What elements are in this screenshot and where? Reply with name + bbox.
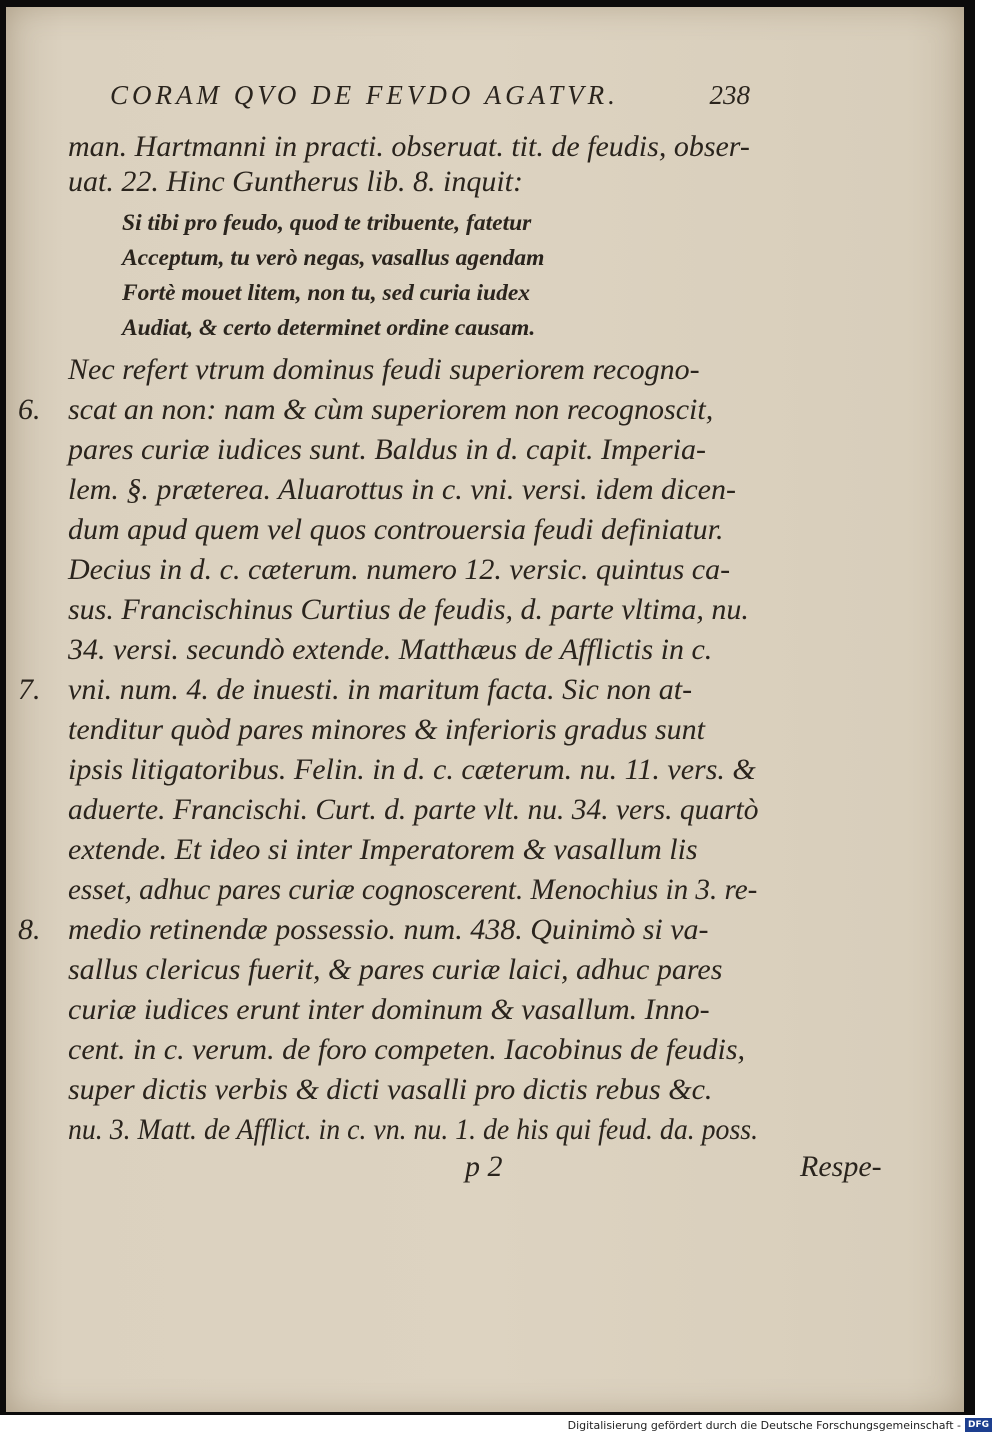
line-text: esset, adhuc pares curiæ cognoscerent. Menochius in 3. re-	[68, 873, 758, 906]
text-line	[0, 1030, 960, 1070]
line-text: 34. versi. secundò extende. Matthæus de Afflictis in c.	[68, 633, 713, 666]
line-text: sus. Francischinus Curtius de feudis, d. parte vltima, nu.	[68, 593, 749, 626]
text-line	[0, 710, 960, 750]
line-text: man. Hartmanni in practi. obseruat. tit. de feudis, obser-	[68, 130, 750, 163]
line-text: dum apud quem vel quos controuersia feudi definiatur.	[68, 513, 724, 546]
footer-text: Digitalisierung gefördert durch die Deutsche Forschungsgemeinschaft -	[567, 1418, 961, 1432]
line-text: nu. 3. Matt. de Afflict. in c. vn. nu. 1. de his qui feud. da. poss.	[68, 1113, 759, 1146]
text-line	[0, 510, 960, 550]
verse-line	[0, 276, 960, 316]
line-text: vni. num. 4. de inuesti. in maritum facta. Sic non at-	[68, 673, 693, 706]
running-head	[110, 80, 750, 114]
margin-number: 8.	[18, 913, 41, 946]
text-line	[0, 1110, 960, 1150]
verse-line	[0, 311, 960, 351]
footer-credit	[568, 1417, 992, 1433]
line-text: aduerte. Francischi. Curt. d. parte vlt. nu. 34. vers. quartò	[68, 793, 759, 826]
line-text: scat an non: nam & cùm superiorem non recognoscit,	[68, 393, 714, 426]
line-text: tenditur quòd pares minores & inferioris gradus sunt	[68, 713, 705, 746]
line-text: Audiat, & certo determinet ordine causam.	[122, 315, 536, 341]
line-text: medio retinendæ possessio. num. 438. Quinimò si va-	[68, 913, 709, 946]
text-line	[0, 950, 960, 990]
line-text: Fortè mouet litem, non tu, sed curia iudex	[122, 280, 531, 306]
text-line	[0, 870, 960, 910]
line-text: extende. Et ideo si inter Imperatorem & vasallum lis	[68, 833, 698, 866]
text-line	[0, 162, 960, 202]
line-text: Acceptum, tu verò negas, vasallus agendam	[122, 245, 545, 271]
text-line	[0, 750, 960, 790]
line-text: Si tibi pro feudo, quod te tribuente, fatetur	[122, 210, 532, 236]
text-line	[0, 670, 960, 710]
line-text: cent. in c. verum. de foro competen. Iacobinus de feudis,	[68, 1033, 746, 1066]
text-line	[0, 470, 960, 510]
text-line	[0, 550, 960, 590]
line-text: Nec refert vtrum dominus feudi superiorem recogno-	[68, 353, 700, 386]
verse-line	[0, 206, 960, 246]
page-number: 238	[709, 80, 750, 110]
dfg-logo[interactable]: DFG	[965, 1418, 992, 1432]
text-line	[0, 350, 960, 390]
line-text: ipsis litigatoribus. Felin. in d. c. cæterum. nu. 11. vers. &	[68, 753, 756, 786]
margin-number: 6.	[18, 393, 41, 426]
line-text: uat. 22. Hinc Guntherus lib. 8. inquit:	[68, 165, 523, 198]
signature-mark: p 2	[465, 1150, 503, 1183]
text-line	[0, 590, 960, 630]
text-line	[0, 830, 960, 870]
text-line	[0, 1070, 960, 1110]
text-line	[0, 990, 960, 1030]
text-line	[0, 127, 960, 167]
running-title: CORAM QVO DE FEVDO AGATVR.	[110, 80, 619, 110]
text-line	[0, 630, 960, 670]
text-line	[0, 430, 960, 470]
text-line	[0, 390, 960, 430]
catchword: Respe-	[800, 1150, 882, 1183]
text-line	[0, 910, 960, 950]
margin-number: 7.	[18, 673, 41, 706]
text-line	[0, 790, 960, 830]
line-text: curiæ iudices erunt inter dominum & vasallum. Inno-	[68, 993, 710, 1026]
line-text: pares curiæ iudices sunt. Baldus in d. capit. Imperia-	[68, 433, 706, 466]
verse-line	[0, 241, 960, 281]
line-text: super dictis verbis & dicti vasalli pro dictis rebus &c.	[68, 1073, 713, 1106]
line-text: sallus clericus fuerit, & pares curiæ laici, adhuc pares	[68, 953, 723, 986]
line-text: lem. §. præterea. Aluarottus in c. vni. versi. idem dicen-	[68, 473, 736, 506]
line-text: Decius in d. c. cæterum. numero 12. versic. quintus ca-	[68, 553, 731, 586]
